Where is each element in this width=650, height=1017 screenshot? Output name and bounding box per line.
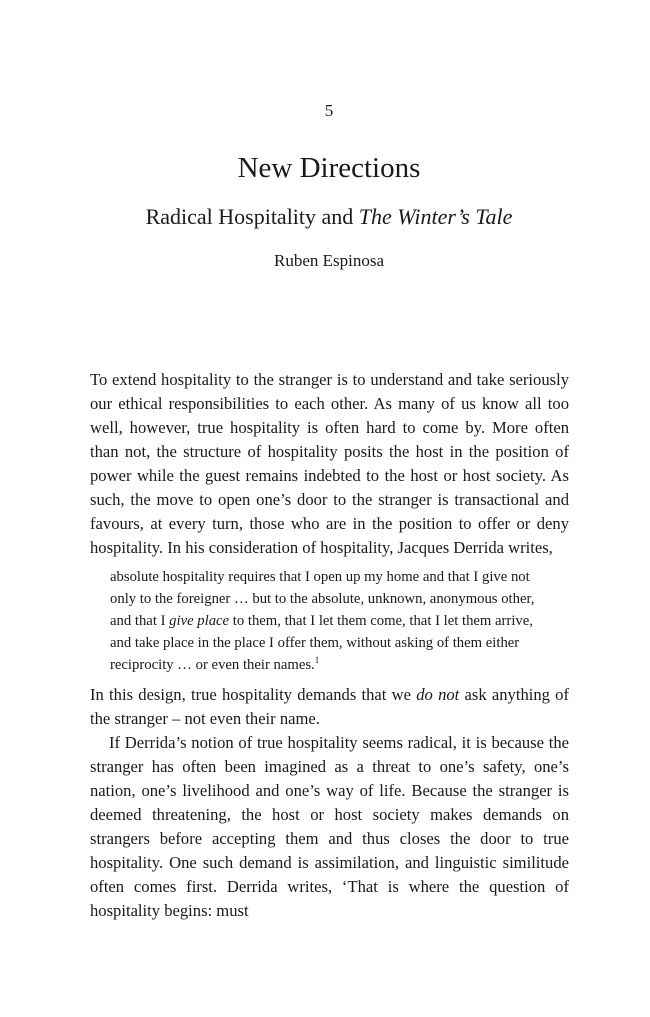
subtitle-italic-title: The Winter’s Tale [358, 204, 513, 229]
paragraph-2-italic: do not [416, 685, 460, 704]
paragraph-2-text-2: ask anything of the stranger – not even their name. [90, 685, 569, 728]
quote-text-2: to them, that I let them come, that I let them arrive, and take place in the place I offer them, without asking of them either reciprocity … or even their names. [110, 613, 533, 673]
paragraph-3: If Derrida’s notion of true hospitality seems radical, it is because the stranger has often been imagined as a threat to one’s safety, one’s nation, one’s livelihood and one’s way of life. Because the stranger is deemed threatening, the host or host society makes demands on strangers before accepting them and thus closes the door to true hospitality. One such demand is assimilation, and linguistic similitude often comes first. Derrida writes, ‘That is where the question of hospitality begins: must [90, 733, 569, 920]
body-text [90, 368, 569, 923]
paragraph-1: To extend hospitality to the stranger is to understand and take seriously our ethical responsibilities to each other. As many of us know all too well, however, true hospitality is often hard to come by. More often than not, the structure of hospitality posits the host in the position of power while the guest remains indebted to the host or host society. As such, the move to open one’s door to the stranger is transactional and favours, at every turn, those who are in the position to offer or deny hospitality. In his consideration of hospitality, Jacques Derrida writes, [90, 370, 569, 557]
paragraph-2 [90, 683, 569, 731]
paragraph-2-text-1: In this design, true hospitality demands that we [90, 685, 417, 704]
chapter-number: 5 [324, 101, 334, 120]
block-quote [110, 566, 551, 676]
author-name: Ruben Espinosa [273, 251, 385, 270]
chapter-subtitle [0, 204, 650, 230]
footnote-marker: 1 [314, 655, 320, 666]
quote-italic: give place [169, 613, 230, 629]
quote-text-1: absolute hospitality requires that I open up my home and that I give not only to the foreigner … but to the absolute, unknown, anonymous other, and that I [110, 569, 535, 629]
chapter-title: New Directions [237, 152, 421, 184]
subtitle-text: Radical Hospitality and [145, 204, 359, 229]
